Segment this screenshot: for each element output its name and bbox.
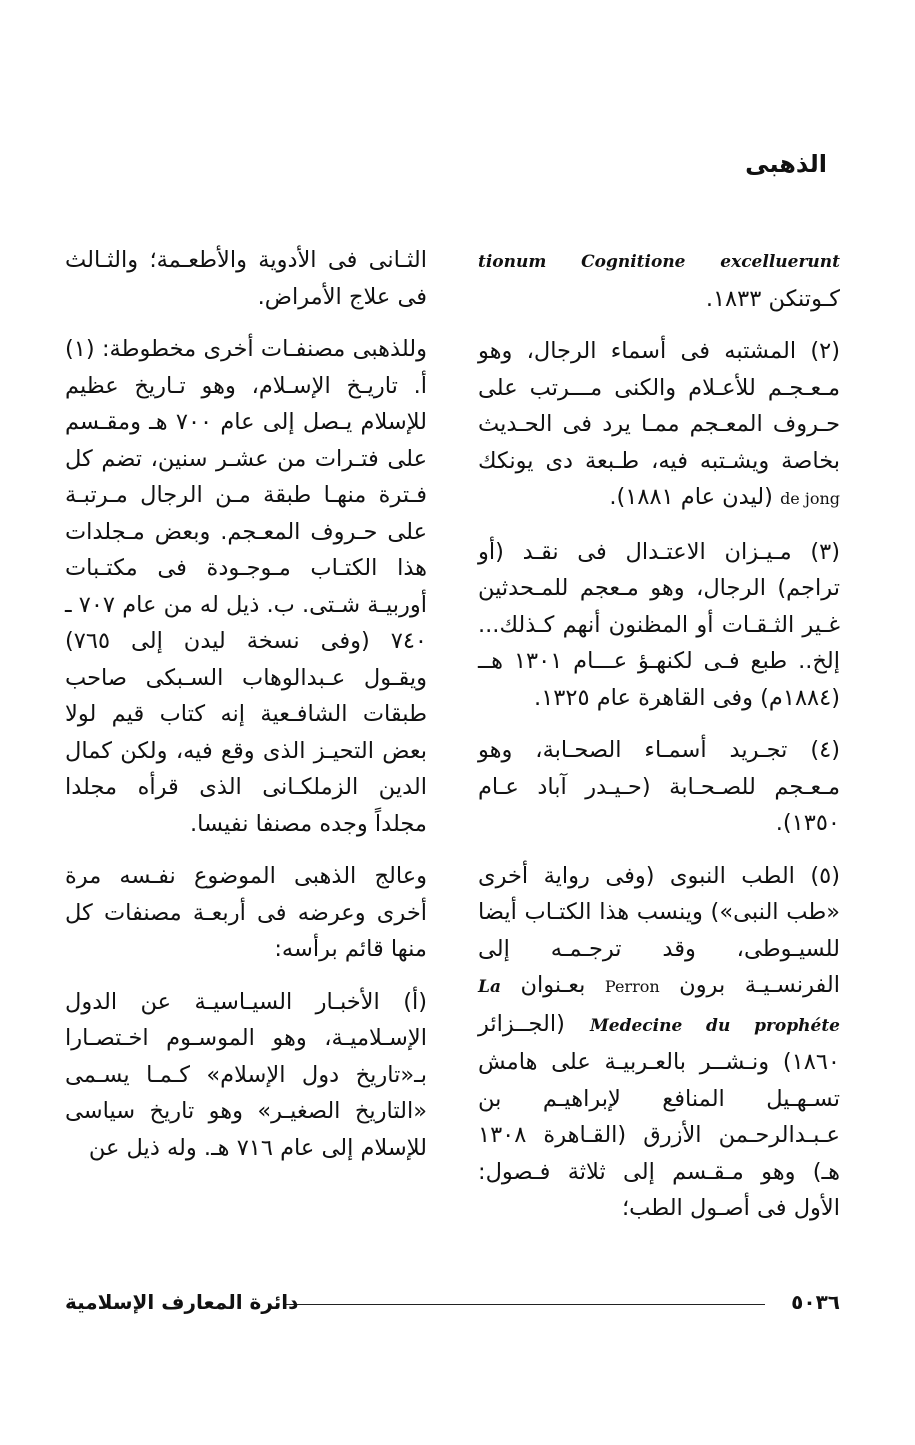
page-number: ٥٠٣٦ [791,1290,840,1314]
paragraph-text: (الجــزائر ١٨٦٠) ونـشــر بالعـربيـة على هامش تسـهـيل المنافع لإبراهيـم بن عـبـدالرحـمن الأزرق (القـاهرة ١٣٠٨ هـ) وهو مـقـسم إلى ثلاثة فـصول: الأول فى أصـول الطب؛ [478,1010,840,1221]
paragraph-manuscripts: وللذهبى مصنفـات أخرى مخطوطة: (١) أ. تاريـخ الإسـلام، وهو تـاريخ عظيم للإسلام يـصل إلى عام ٧٠٠ هـ ومقـسم على فتـرات من عشـر سنين، تضم كل فـترة منهـا طبقة مـن الرجال مـرتبـة على حـروف المعـجم. وبعض مـجلدات هذا الكتـاب مـوجـودة فى مكتـبات أوربيـة شـتى. ب. ذيل له من عام ٧٠٧ ـ ٧٤٠ (وفى نسخة ليدن إلى ٧٦٥) ويقـول عـبدالوهاب السـبكى صاحب طبقات الشافـعية إنه كتاب قيم لولا بعض التحيـز الذى وقع فيه، ولكن كمال الدين الزملكـانى الذى قرأه مجلدا مجلداً وجده مصنفا نفيسا. [65,336,428,837]
paragraph-text: (ليدن عام ١٨٨١). [609,484,773,510]
paragraph-continuation: الثـانى فى الأدوية والأطعـمة؛ والثـالث فى علاج الأمراض. [65,247,427,310]
paragraph-text: (٥) الطب النبوى (وفى رواية أخرى «طب النبى») وينسب هذا الكتـاب أيضا للسيـوطى، وقد ترجـمـه إلى الفرنسـيـة برون [478,862,841,998]
paragraph-item-a: (أ) الأخبـار السيـاسيـة عن الدول الإسـلاميـة، وهو الموسـوم اخـتصـارا بـ«تاريخ دول الإسلام» كـمـا يسـمى «التاريخ الصغيـر» وهو تاريخ سياسى للإسلام إلى عام ٧١٦ هـ. وله ذيل عن [65,988,427,1161]
publication-title: دائرة المعارف الإسلامية [65,1290,299,1314]
paragraph-four-works: وعالج الذهبى الموضوع نفـسه مرة أخرى وعرضه فى أربعـة مصنفات كل منها قائم برأسه: [65,863,427,962]
running-head-title: الذهبى [745,150,827,178]
latin-name: Perron [604,977,660,996]
left-column [65,242,427,1182]
latin-title: La Medecine du prophéte [478,977,840,1036]
paragraph-text: (٢) المشتبه فى أسماء الرجال، وهو مـعـجـم للأعـلام والكنى مـــرتب على حـروف المعـجم ممـا يرد فى الحـديث بخاصة ويشـتبه فيه، طـبعة دى يونكك [478,338,840,474]
paragraph-item-2 [478,333,840,518]
paragraph-text: بعـنوان [520,972,586,998]
right-column [478,242,840,1243]
latin-title-fragment: tionum Cognitione excelluerunt [478,252,840,272]
paragraph-text: كـوتنكن ١٨٣٣. [705,285,840,312]
paragraph-item-3: (٣) مـيـزان الاعتـدال فى نقـد (أو تراجم) الرجال، وهو مـعجم للمـحدثين غـير الثـقـات أو المظنون أنهم كـذلك... إلخ.. طبع فـى لكنهـؤ عـــام ١٣٠١ هــ (١٨٨٤م) وفى القاهرة عام ١٣٢٥. [478,538,841,711]
paragraph-item-5 [478,858,840,1227]
latin-name: de jong [780,489,840,508]
footer-rule [285,1304,765,1305]
paragraph-item-4: (٤) تجـريد أسمـاء الصحـابة، وهو مـعـجم للصـحـابة (حـيـدر آباد عـام ١٣٥٠). [478,737,840,836]
paragraph-continuation [478,242,840,317]
